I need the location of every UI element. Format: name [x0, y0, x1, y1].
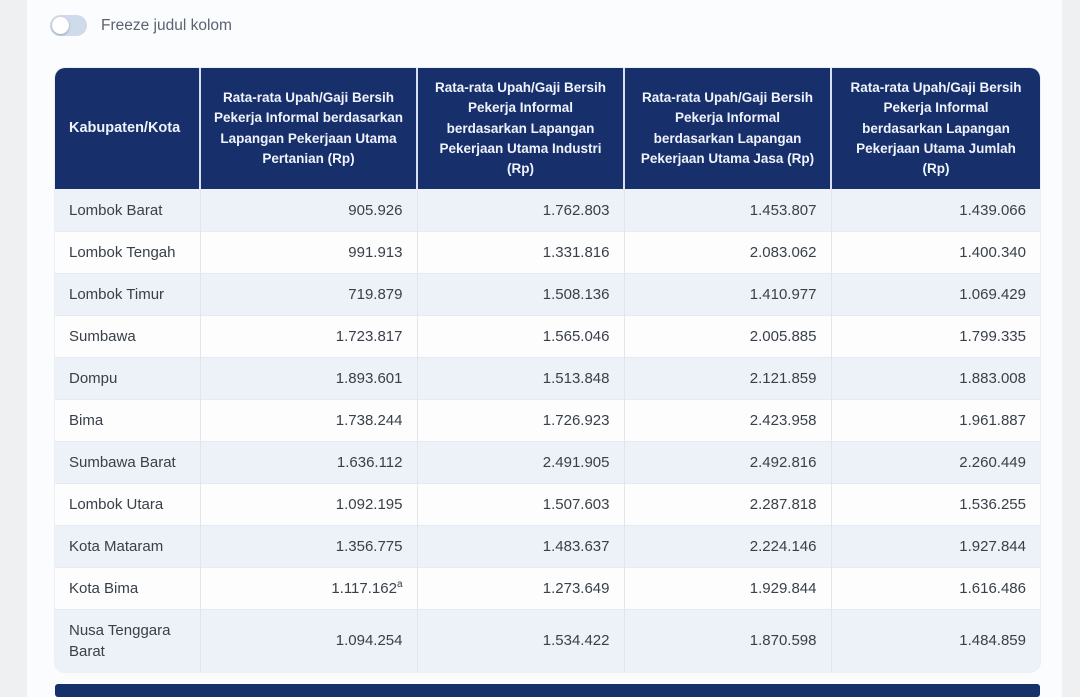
value-cell: 1.484.859: [831, 609, 1040, 672]
region-cell: Nusa Tenggara Barat: [55, 609, 200, 672]
value-cell: 1.094.254: [200, 609, 417, 672]
value-cell: 2.224.146: [624, 525, 831, 567]
value-cell: 1.400.340: [831, 231, 1040, 273]
table-row: [55, 357, 1040, 399]
table-row: [55, 441, 1040, 483]
value-cell: 991.913: [200, 231, 417, 273]
value-cell: 905.926: [200, 189, 417, 231]
region-cell: Kota Bima: [55, 567, 200, 609]
value-cell: 1.536.255: [831, 483, 1040, 525]
table-row: [55, 231, 1040, 273]
value-cell: 1.738.244: [200, 399, 417, 441]
value-cell: 1.799.335: [831, 315, 1040, 357]
region-cell: Bima: [55, 399, 200, 441]
value-cell: 1.117.162$^a$: [200, 567, 417, 609]
value-cell: 1.508.136: [417, 273, 624, 315]
data-table: [55, 68, 1040, 672]
value-cell: 2.083.062: [624, 231, 831, 273]
freeze-toggle-row: [27, 0, 1062, 36]
value-cell: 719.879: [200, 273, 417, 315]
column-header-jasa: Rata-rata Upah/Gaji Bersih Pekerja Informal berdasarkan Lapangan Pekerjaan Utama Jasa (Rp): [624, 68, 831, 189]
value-cell: 1.636.112: [200, 441, 417, 483]
value-cell: 2.423.958: [624, 399, 831, 441]
table-row: [55, 567, 1040, 609]
value-cell: 1.927.844: [831, 525, 1040, 567]
value-cell: 2.287.818: [624, 483, 831, 525]
table-row: [55, 525, 1040, 567]
value-cell: 2.121.859: [624, 357, 831, 399]
value-cell: 2.260.449: [831, 441, 1040, 483]
column-header-industri: Rata-rata Upah/Gaji Bersih Pekerja Informal berdasarkan Lapangan Pekerjaan Utama Industri (Rp): [417, 68, 624, 189]
value-cell: 1.723.817: [200, 315, 417, 357]
value-cell: 1.356.775: [200, 525, 417, 567]
value-cell: 1.513.848: [417, 357, 624, 399]
region-cell: Lombok Utara: [55, 483, 200, 525]
column-header-pertanian: Rata-rata Upah/Gaji Bersih Pekerja Informal berdasarkan Lapangan Pekerjaan Utama Pertanian (Rp): [200, 68, 417, 189]
value-cell: 1.439.066: [831, 189, 1040, 231]
table-row: [55, 189, 1040, 231]
value-cell: 1.565.046: [417, 315, 624, 357]
value-cell: 1.273.649: [417, 567, 624, 609]
value-cell: 2.005.885: [624, 315, 831, 357]
table-row: [55, 609, 1040, 672]
region-cell: Lombok Tengah: [55, 231, 200, 273]
region-cell: Dompu: [55, 357, 200, 399]
footnote-superscript: a: [396, 578, 403, 590]
value-cell: 1.726.923: [417, 399, 624, 441]
region-cell: Lombok Barat: [69, 201, 163, 219]
value-cell: 1.929.844: [624, 567, 831, 609]
value-cell: 2.491.905: [417, 441, 624, 483]
toggle-knob-icon: [52, 17, 69, 34]
region-cell: Lombok Timur: [55, 273, 200, 315]
table-row: [55, 483, 1040, 525]
data-table-card: [55, 68, 1040, 672]
region-cell: Kota Mataram: [55, 525, 200, 567]
column-header-region: Kabupaten/Kota: [55, 68, 200, 189]
value-cell: 1.453.807: [624, 189, 831, 231]
value-cell: 1.870.598: [624, 609, 831, 672]
region-cell: Sumbawa Barat: [55, 441, 200, 483]
region-cell: Sumbawa: [55, 315, 200, 357]
value-cell: 1.410.977: [624, 273, 831, 315]
horizontal-scrollbar[interactable]: [55, 684, 1040, 697]
column-header-jumlah: Rata-rata Upah/Gaji Bersih Pekerja Informal berdasarkan Lapangan Pekerjaan Utama Jumlah (Rp): [831, 68, 1040, 189]
value-cell: 1.534.422: [417, 609, 624, 672]
value-cell: 1.883.008: [831, 357, 1040, 399]
value-cell: 1.616.486: [831, 567, 1040, 609]
value-cell: 1.092.195: [200, 483, 417, 525]
freeze-toggle-label[interactable]: Freeze judul kolom: [101, 16, 232, 34]
table-body: [55, 189, 1040, 672]
value-cell: 1.331.816: [417, 231, 624, 273]
value-cell: 1.893.601: [200, 357, 417, 399]
freeze-toggle[interactable]: [50, 15, 87, 36]
value-cell: 1.069.429: [831, 273, 1040, 315]
value-cell: 2.492.816: [624, 441, 831, 483]
value-cell: 1.483.637: [417, 525, 624, 567]
content-panel: [27, 0, 1062, 697]
value-cell: 1.507.603: [417, 483, 624, 525]
table-header: [55, 68, 1040, 189]
table-row: [55, 273, 1040, 315]
value-cell: 1.961.887: [831, 399, 1040, 441]
value-cell: 1.762.803: [417, 189, 624, 231]
table-row: [55, 315, 1040, 357]
table-row: [55, 399, 1040, 441]
